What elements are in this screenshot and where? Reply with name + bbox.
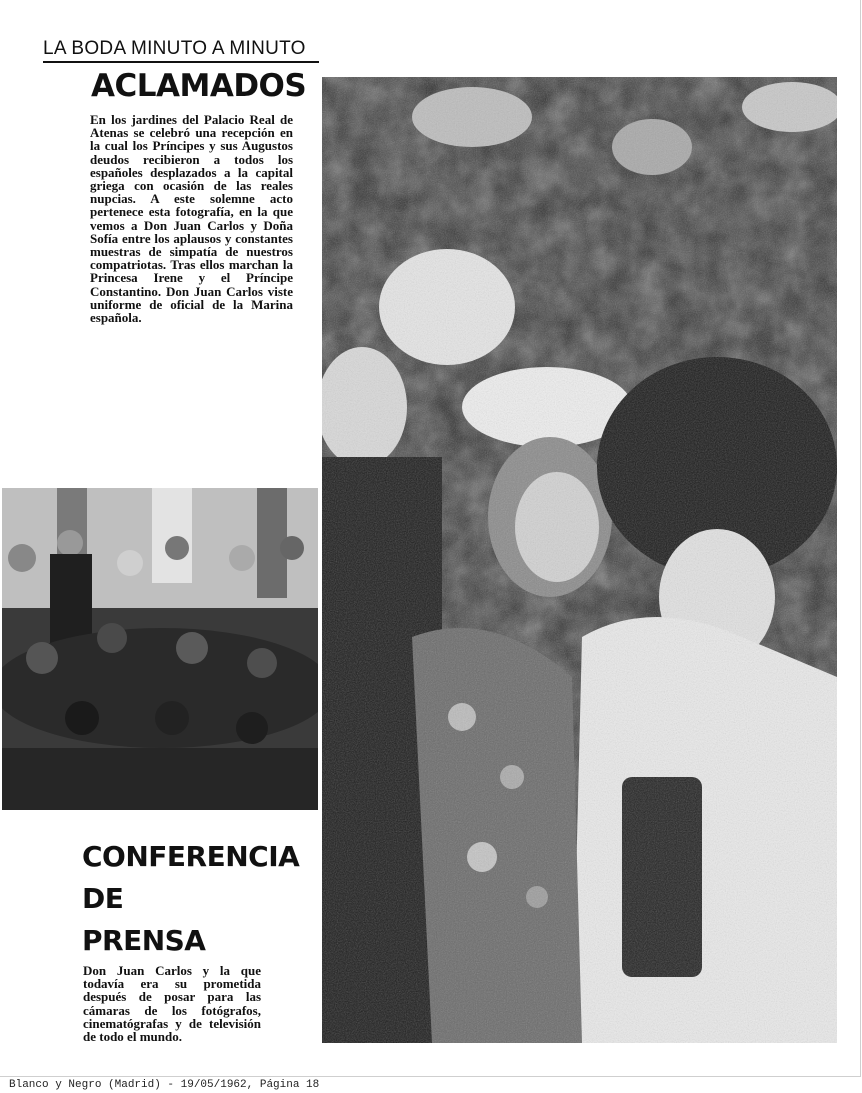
photo-reception [322,77,837,1043]
article-body-aclamados: En los jardines del Palacio Real de Atenas se celebró una recepción en la cual los Príncipes y sus Augustos deudos recibieron a todos los españoles desplazados a la capital griega con ocasión de las reales nupcias. A este solemne acto pertenece esta fotografía, en la que vemos a Don Juan Carlos y Doña Sofía entre los aplausos y constantes muestras de simpatía de nuestros compatriotas. Tras ellos marchan la Princesa Irene y el Príncipe Constantino. Don Juan Carlos viste uniforme de oficial de la Marina española. [90,112,293,326]
headline-aclamados: ACLAMADOS [91,68,307,104]
section-header: LA BODA MINUTO A MINUTO [43,38,319,63]
headline-line: PRENSA [82,924,206,957]
article-body-conferencia: Don Juan Carlos y la que todavía era su prometida después de posar para las cámaras de los fotógrafos, cinematógrafas y de televisión de todo el mundo. [83,963,261,1045]
headline-line: CONFERENCIA [82,840,300,873]
page-footer: Blanco y Negro (Madrid) - 19/05/1962, Página 18 [9,1079,320,1091]
headline-line: DE [82,882,124,915]
headline-conferencia-de-prensa [82,836,299,962]
photo-press-conference [2,488,318,810]
